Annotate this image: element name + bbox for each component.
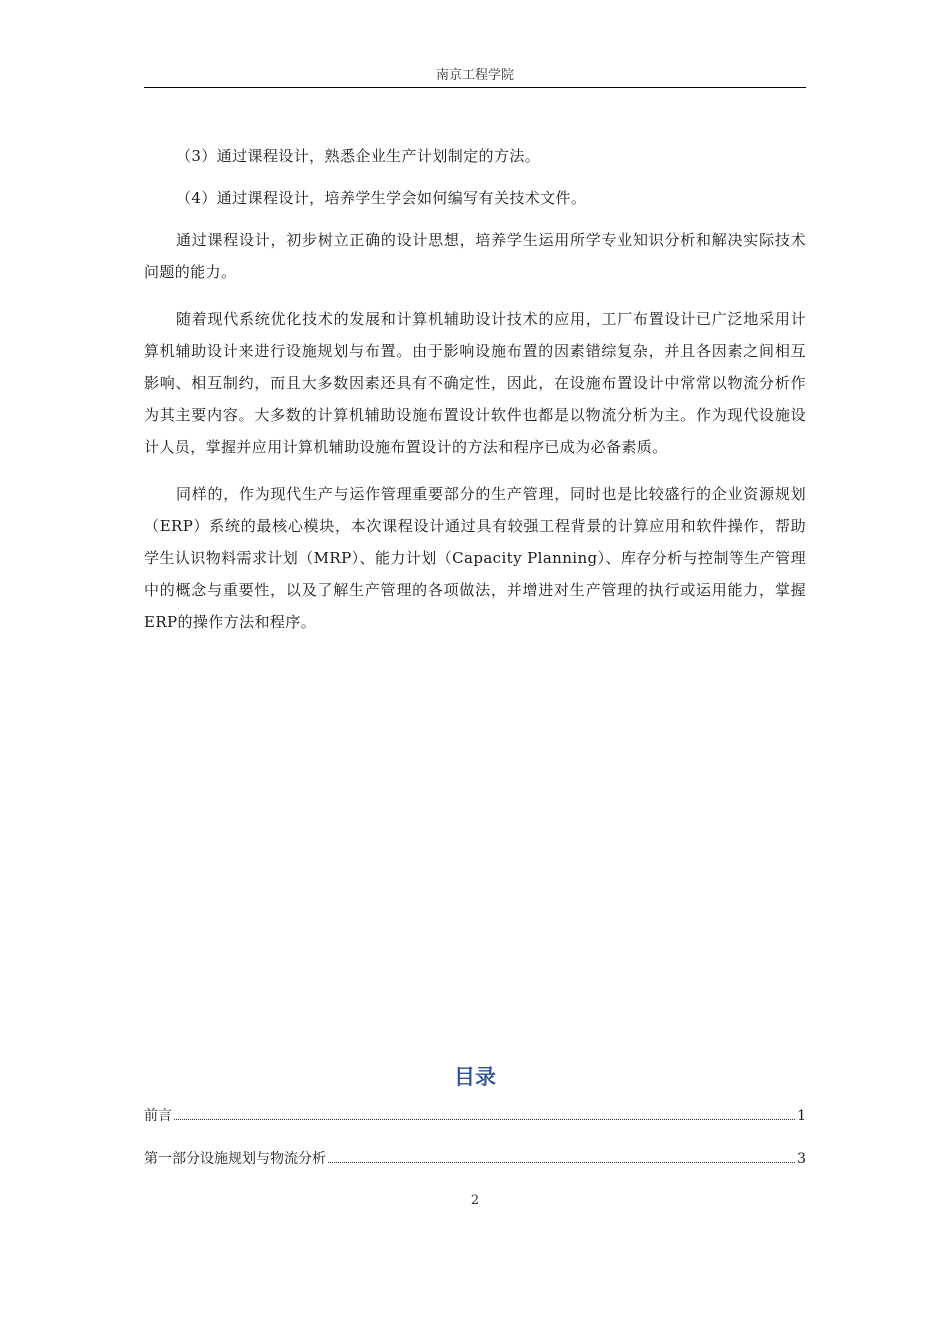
toc-entry-page: 3 bbox=[797, 1151, 806, 1167]
paragraph-item-3: （3）通过课程设计，熟悉企业生产计划制定的方法。 bbox=[176, 147, 541, 165]
toc-entry[interactable] bbox=[144, 1147, 806, 1171]
toc-entry-label: 第一部分设施规划与物流分析 bbox=[144, 1151, 326, 1167]
paragraph-item-4: （4）通过课程设计，培养学生学会如何编写有关技术文件。 bbox=[176, 189, 587, 207]
page-number: 2 bbox=[470, 1193, 480, 1208]
toc-entry[interactable] bbox=[144, 1104, 806, 1128]
paragraph-design-goal: 通过课程设计，初步树立正确的设计思想，培养学生运用所学专业知识分析和解决实际技术问题的能力。 bbox=[144, 231, 806, 281]
toc-leader-dots bbox=[174, 1119, 795, 1120]
page-header bbox=[144, 66, 806, 88]
table-of-contents bbox=[144, 1104, 806, 1190]
body-content bbox=[144, 140, 806, 653]
header-title: 南京工程学院 bbox=[435, 68, 514, 83]
paragraph-facility-planning: 随着现代系统优化技术的发展和计算机辅助设计技术的应用，工厂布置设计已广泛地采用计算机辅助设计来进行设施规划与布置。由于影响设施布置的因素错综复杂，并且各因素之间相互影响、相互制约，而且大多数因素还具有不确定性，因此，在设施布置设计中常常以物流分析作为其主要内容。大多数的计算机辅助设施布置设计软件也都是以物流分析为主。作为现代设施设计人员，掌握并应用计算机辅助设施布置设计的方法和程序已成为必备素质。 bbox=[144, 310, 806, 456]
toc-leader-dots bbox=[328, 1162, 795, 1163]
toc-title: 目录 bbox=[454, 1065, 496, 1089]
toc-entry-label: 前言 bbox=[144, 1108, 172, 1124]
toc-entry-page: 1 bbox=[797, 1108, 806, 1124]
paragraph-erp: 同样的，作为现代生产与运作管理重要部分的生产管理，同时也是比较盛行的企业资源规划（ERP）系统的最核心模块，本次课程设计通过具有较强工程背景的计算应用和软件操作，帮助学生认识物料需求计划（MRP）、能力计划（Capacity Planning）、库存分析与控制等生产管理中的概念与重要性，以及了解生产管理的各项做法，并增进对生产管理的执行或运用能力，掌握ERP的操作方法和程序。 bbox=[144, 485, 806, 631]
